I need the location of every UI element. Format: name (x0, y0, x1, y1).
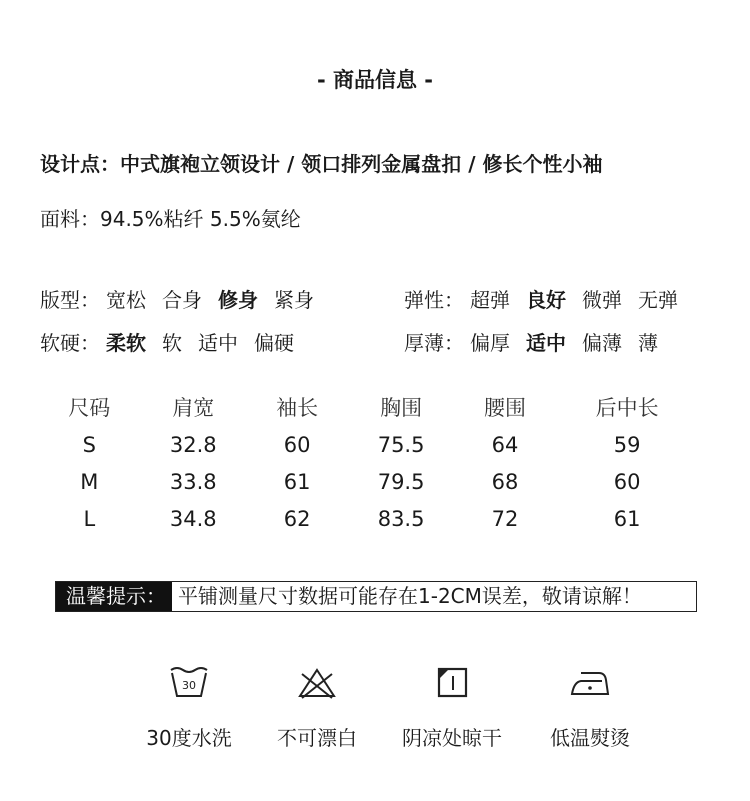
care-item-wash (129, 664, 249, 751)
table-cell: 59 (613, 432, 641, 457)
table-cell: 61 (283, 469, 311, 494)
attribute-option: 薄 (638, 331, 658, 355)
design-points: 设计点：中式旗袍立领设计 / 领口排列金属盘扣 / 修长个性小袖 (40, 152, 603, 176)
attribute-option: 紧身 (274, 288, 314, 312)
size-table (40, 388, 700, 537)
table-cell: 34.8 (169, 506, 217, 531)
attribute-option: 合身 (162, 288, 202, 312)
table-row (40, 463, 700, 500)
attribute-option-selected: 柔软 (106, 331, 146, 355)
table-cell: 75.5 (377, 432, 425, 457)
attr-softness (40, 327, 310, 356)
attribute-option: 宽松 (106, 288, 146, 312)
care-item-no-bleach (257, 664, 377, 751)
attribute-label: 软硬： (40, 331, 100, 355)
table-cell: L (83, 506, 96, 531)
table-cell: 62 (283, 506, 311, 531)
fabric-info: 面料：94.5%粘纤 5.5%氨纶 (40, 207, 301, 231)
care-label: 不可漂白 (277, 726, 357, 750)
table-cell: 60 (283, 432, 311, 457)
attribute-option-selected: 修身 (218, 288, 258, 312)
care-item-low-iron (530, 664, 650, 751)
size-column-header: 腰围 (484, 396, 527, 420)
table-cell: S (82, 432, 96, 457)
size-column-header: 肩宽 (172, 396, 215, 420)
low-iron-icon (569, 664, 611, 702)
care-item-shade-dry (392, 664, 512, 751)
attribute-option-selected: 适中 (526, 331, 566, 355)
table-cell: 60 (613, 469, 641, 494)
size-column-header: 袖长 (276, 396, 319, 420)
attribute-option: 无弹 (638, 288, 678, 312)
size-column-header: 后中长 (595, 396, 659, 420)
attribute-option: 偏薄 (582, 331, 622, 355)
table-cell: 33.8 (169, 469, 217, 494)
table-row (40, 426, 700, 463)
attribute-option-selected: 良好 (526, 288, 566, 312)
attribute-option: 偏厚 (470, 331, 510, 355)
tip-box (55, 581, 697, 612)
tip-label: 温馨提示： (56, 582, 172, 611)
care-label: 低温熨烫 (550, 726, 630, 750)
table-cell: 72 (491, 506, 519, 531)
attribute-label: 版型： (40, 288, 100, 312)
table-cell: 32.8 (169, 432, 217, 457)
attr-thickness (404, 327, 674, 356)
attribute-option: 超弹 (470, 288, 510, 312)
no-bleach-icon (296, 664, 338, 702)
attribute-option: 软 (162, 331, 182, 355)
attribute-option: 微弹 (582, 288, 622, 312)
table-cell: 68 (491, 469, 519, 494)
care-label: 阴凉处晾干 (402, 726, 502, 750)
wash-temp-text: 30 (182, 679, 196, 692)
attr-elasticity (404, 284, 694, 313)
attr-fit (40, 284, 330, 313)
attribute-option: 适中 (198, 331, 238, 355)
shade-dry-icon (431, 664, 473, 702)
section-title: - 商品信息 - (316, 68, 434, 92)
size-table-body (40, 426, 700, 537)
table-cell: 64 (491, 432, 519, 457)
attribute-label: 弹性： (404, 288, 464, 312)
size-column-header: 尺码 (68, 396, 111, 420)
table-cell: 61 (613, 506, 641, 531)
tip-text: 平铺测量尺寸数据可能存在1-2CM误差，敬请谅解！ (178, 584, 642, 608)
attribute-label: 厚薄： (404, 331, 464, 355)
care-label: 30度水洗 (146, 726, 232, 750)
size-column-header: 胸围 (380, 396, 423, 420)
size-table-header (40, 388, 700, 426)
table-cell: M (80, 469, 99, 494)
table-cell: 83.5 (377, 506, 425, 531)
wash-30-icon (168, 664, 210, 702)
table-row (40, 500, 700, 537)
attribute-option: 偏硬 (254, 331, 294, 355)
table-cell: 79.5 (377, 469, 425, 494)
